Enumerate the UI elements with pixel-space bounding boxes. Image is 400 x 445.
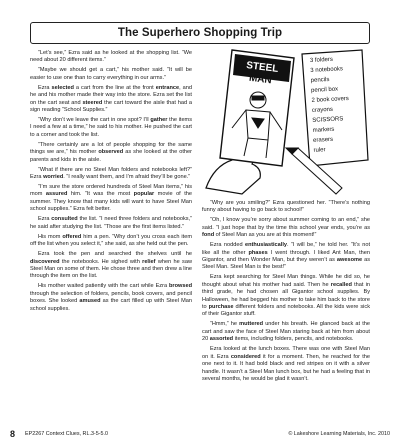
vocab-word: purchase (208, 304, 234, 311)
vocab-word: discovered (30, 258, 60, 265)
vocab-word: steered (82, 99, 103, 106)
vocab-word: gather (150, 117, 168, 124)
vocab-word: fond (202, 232, 215, 239)
list-item: SCISSORS (312, 116, 344, 124)
vocab-word: enthusiastically (245, 242, 287, 249)
sign-title-line-1: STEEL (245, 60, 279, 75)
paragraph: “Why are you smiling?” Ezra questioned her. “There’s nothing funny about having to go back to school!” (202, 200, 370, 214)
vocab-word: recalled (330, 281, 352, 288)
paragraph: “What if there are no Steel Man folders and notebooks left?” Ezra worried. “I really want them, and I’m afraid they’ll be gone.” (30, 166, 192, 181)
list-item: ruler (313, 147, 326, 154)
story-title: The Superhero Shopping Trip (117, 27, 283, 39)
shopping-illustration (202, 48, 370, 196)
list-item: pencils (310, 76, 330, 84)
paragraph: “Let’s see,” Ezra said as he looked at the shopping list. “We need about 20 different items.” (30, 50, 192, 64)
vocab-word: offered (62, 233, 82, 240)
page-number: 8 (10, 429, 16, 439)
paragraph: Ezra nodded enthusiastically. “I will be,” he told her. “It’s not like all the other phases I went through. I liked Ant Man, then Gigantor, and then Wonder Man, but they weren’t as awesome as Steel Man. Steel Man is the best!” (202, 242, 370, 271)
vocab-word: entrance (155, 84, 180, 91)
paragraph: “Why don’t we leave the cart in one spot? I’ll gather the items I need a few at a time,” he said to his mother. He pushed the cart to a corner and took the list. (30, 117, 193, 138)
vocab-word: selected (51, 84, 74, 91)
vocab-word: phases (248, 249, 268, 256)
vocab-word: relief (142, 258, 156, 265)
list-item: 2 book covers (311, 95, 350, 104)
list-item: crayons (311, 106, 334, 114)
title-box (30, 22, 370, 44)
product-code: EP2267 Context Clues, RL.3-5-5.0 (25, 431, 109, 437)
paragraph: “I’m sure the store ordered hundreds of Steel Man items,” his mom assured him. “It was the most popular movie of the summer. They know that many kids will want to have Steel Man school supplies.” Ezra felt better. (30, 184, 192, 213)
right-column-text (202, 200, 370, 386)
page-footer (10, 428, 390, 440)
vocab-word: worried (43, 174, 64, 181)
left-column-text (30, 50, 192, 316)
paragraph: His mom offered him a pen. “Why don’t you cross each item off the list when you select it,” she said, as she held out the pen. (30, 233, 192, 248)
vocab-word: assorted (209, 336, 234, 343)
list-item: 3 notebooks (310, 66, 344, 74)
shopping-list (302, 50, 368, 166)
list-item: markers (312, 126, 335, 134)
list-item: 3 folders (309, 56, 334, 64)
vocab-word: assured (45, 191, 68, 198)
vocab-word: muttered (239, 321, 264, 328)
list-item: erasers (312, 136, 334, 144)
paragraph: Ezra kept searching for Steel Man things. While he did so, he thought about what his mother had said. Then he recalled that in third grade, he had chosen all Gigantor school supplies. By Halloween, he had begged his mother to take him back to the store to purchase different folders and notebooks. All the kids were sick of their Gigantor stuff. (202, 274, 371, 318)
paragraph: His mother waited patiently with the cart while Ezra browsed through the selection of folders, pencils, book covers, and pencil boxes. She looked amused as the cart filled up with Steel Man school supplies. (30, 283, 192, 312)
paragraph: Ezra consulted the list. “I need three folders and notebooks,” he said after studying the list. “Those are the first items listed.” (30, 216, 192, 230)
list-item: pencil box (310, 86, 339, 94)
sign-title-line-2: MAN (248, 72, 273, 87)
comic-book (220, 50, 294, 166)
paragraph: Ezra took the pen and searched the shelves until he discovered the notebooks. He sighed with relief when he saw Steel Man on some of them. He chose three and then drew a line through the item on the list. (30, 251, 192, 280)
vocab-word: awesome (336, 257, 363, 264)
paragraph: “Maybe we should get a cart,” his mother said. “It will be easier to use one than to carry everything in our arms.” (30, 67, 192, 81)
vocab-word: considered (230, 353, 261, 360)
paragraph: “There certainly are a lot of people shopping for the same things we are,” his mother observed as she looked at the other parents and kids in the aisle. (30, 141, 192, 163)
paragraph: Ezra looked at the lunch boxes. There was one with Steel Man on it. Ezra considered it for a moment. Then, he reached for the one next to it. It had bold black and red stripes on it with a silver handle. It wasn’t a Steel Man lunch box, but he had a feeling that in several months, he would be glad it wasn’t. (202, 346, 370, 382)
vocab-word: observed (98, 149, 124, 156)
vocab-word: consulted (51, 216, 78, 223)
paragraph: Ezra selected a cart from the line at the front entrance, and he and his mother made their way into the store. Ezra set the list on the cart seat and steered the cart toward the aisle that had a sign reading “School Supplies.” (30, 84, 193, 114)
vocab-word: popular (133, 191, 155, 198)
vocab-word: browsed (168, 283, 192, 290)
paragraph: “Oh, I know you’re sorry about summer coming to an end,” she said. “I just hope that by the time this school year ends, you’re as fond of Steel Man as you are at this moment!” (202, 217, 370, 239)
paragraph: “Hmm,” he muttered under his breath. He glanced back at the cart and saw the face of Steel Man staring back at him from about 20 assorted items, including folders, pencils, and notebooks. (202, 321, 370, 343)
copyright-notice: © Lakeshore Learning Materials, Inc. 2010 (288, 431, 390, 437)
vocab-word: amused (79, 298, 101, 305)
